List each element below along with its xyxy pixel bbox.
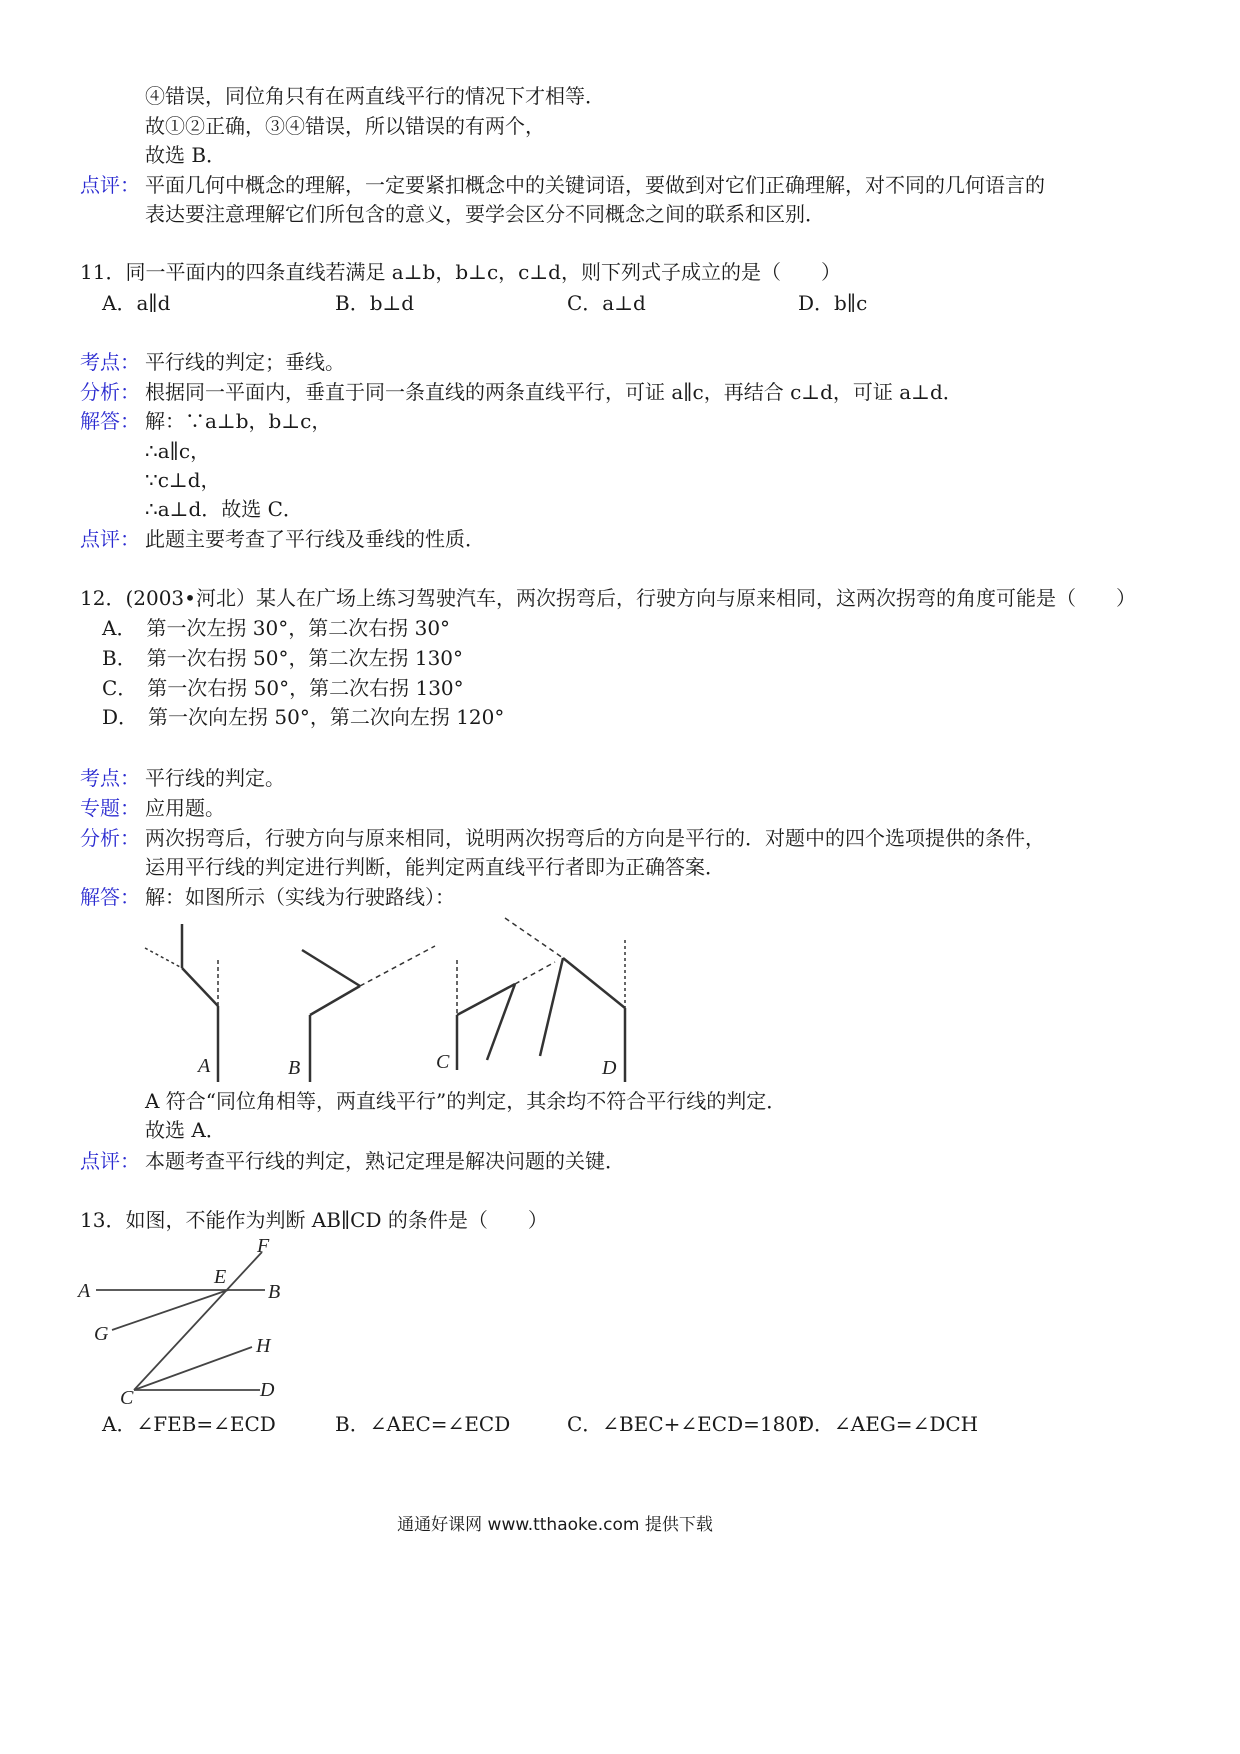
q13-stem: 13．如图，不能作为判断 AB∥CD 的条件是（ ） [80, 1208, 548, 1232]
q12-point-label: 考点： [80, 766, 140, 790]
q13-option-a: A．∠FEB=∠ECD [102, 1412, 276, 1436]
q12-analysis-label: 分析： [80, 826, 140, 850]
q12-answer-intro: 解：如图所示（实线为行驶路线）： [145, 885, 455, 909]
q12-option-c: C． 第一次右拐 50°，第二次右拐 130° [102, 676, 464, 700]
q11-stem: 11．同一平面内的四条直线若满足 a⊥b，b⊥c，c⊥d，则下列式子成立的是（ ） [80, 260, 841, 284]
q11-review-label: 点评： [80, 527, 140, 551]
q12-analysis-2: 运用平行线的判定进行判断，能判定两直线平行者即为正确答案． [145, 855, 725, 879]
q13-label-c: C [120, 1387, 134, 1407]
q11-review: 此题主要考查了平行线及垂线的性质． [145, 527, 485, 551]
q11-answer-line-1: 解：∵a⊥b，b⊥c， [145, 409, 332, 433]
q13-label-d: D [260, 1379, 275, 1401]
q12-topic-label: 专题： [80, 796, 140, 820]
q10-review-2: 表达要注意理解它们所包含的意义，要学会区分不同概念之间的联系和区别． [145, 202, 825, 226]
q10-line-1: ④错误，同位角只有在两直线平行的情况下才相等． [145, 84, 605, 108]
q11-option-b: B．b⊥d [335, 291, 415, 315]
q12-option-a: A． 第一次左拐 30°，第二次右拐 30° [102, 616, 451, 640]
q12-analysis-1: 两次拐弯后，行驶方向与原来相同，说明两次拐弯后的方向是平行的．对题中的四个选项提供的条件， [145, 826, 1045, 850]
q12-stem: 12．(2003•河北）某人在广场上练习驾驶汽车，两次拐弯后，行驶方向与原来相同，这两次拐弯的角度可能是（ ） [80, 586, 1136, 610]
q11-point-label: 考点： [80, 350, 140, 374]
q11-answer-label: 解答： [80, 409, 140, 433]
q13-option-b: B．∠AEC=∠ECD [335, 1412, 511, 1436]
q11-analysis: 根据同一平面内，垂直于同一条直线的两条直线平行，可证 a∥c，再结合 c⊥d，可证 a⊥d． [145, 380, 963, 404]
route-b [302, 946, 435, 1082]
q11-option-d: D．b∥c [798, 291, 868, 315]
q12-point: 平行线的判定。 [145, 766, 285, 790]
q11-answer-line-4: ∴a⊥d．故选 C． [145, 497, 303, 521]
q11-analysis-label: 分析： [80, 380, 140, 404]
q12-answer-label: 解答： [80, 885, 140, 909]
q13-label-h: H [256, 1335, 271, 1357]
q10-review-label: 点评： [80, 173, 140, 197]
q10-line-3: 故选 B． [145, 143, 227, 167]
q12-review-label: 点评： [80, 1149, 140, 1173]
line-cf [134, 1252, 262, 1390]
q12-figure-label-b: B [288, 1057, 301, 1079]
q10-review-1: 平面几何中概念的理解，一定要紧扣概念中的关键词语，要做到对它们正确理解，对不同的几何语言的 [145, 173, 1045, 197]
line-ch [134, 1347, 252, 1390]
q12-review: 本题考查平行线的判定，熟记定理是解决问题的关键． [145, 1149, 625, 1173]
q12-conclusion: A 符合“同位角相等，两直线平行”的判定，其余均不符合平行线的判定． [145, 1089, 787, 1113]
q12-driving-routes-figure [130, 910, 650, 1085]
q11-option-a: A．a∥d [102, 291, 171, 315]
q10-line-2: 故①②正确，③④错误，所以错误的有两个， [145, 114, 545, 138]
q13-option-d: D．∠AEG=∠DCH [798, 1412, 979, 1436]
q12-figure-label-d: D [602, 1057, 617, 1079]
page-footer: 通通好课网 www.tthaoke.com 提供下载 [397, 1515, 713, 1535]
q12-figure-label-a: A [198, 1055, 211, 1077]
q13-label-a: A [78, 1280, 91, 1302]
q11-answer-line-3: ∵c⊥d， [145, 468, 221, 492]
q13-label-e: E [214, 1266, 227, 1288]
q13-label-g: G [94, 1323, 109, 1345]
q12-choice: 故选 A． [145, 1118, 226, 1142]
line-eg [112, 1290, 228, 1330]
q11-option-c: C．a⊥d [567, 291, 646, 315]
q13-geometry-figure [70, 1232, 310, 1407]
q12-option-b: B． 第一次右拐 50°，第二次左拐 130° [102, 646, 464, 670]
q11-answer-line-2: ∴a∥c， [145, 439, 211, 463]
q12-option-d: D． 第一次向左拐 50°，第二次向左拐 120° [102, 705, 505, 729]
q12-figure-label-c: C [436, 1051, 450, 1073]
q12-topic: 应用题。 [145, 796, 225, 820]
q13-label-f: F [257, 1235, 270, 1257]
q11-point: 平行线的判定；垂线。 [145, 350, 345, 374]
q13-option-c: C．∠BEC+∠ECD=180° [567, 1412, 809, 1436]
q13-label-b: B [268, 1281, 281, 1303]
